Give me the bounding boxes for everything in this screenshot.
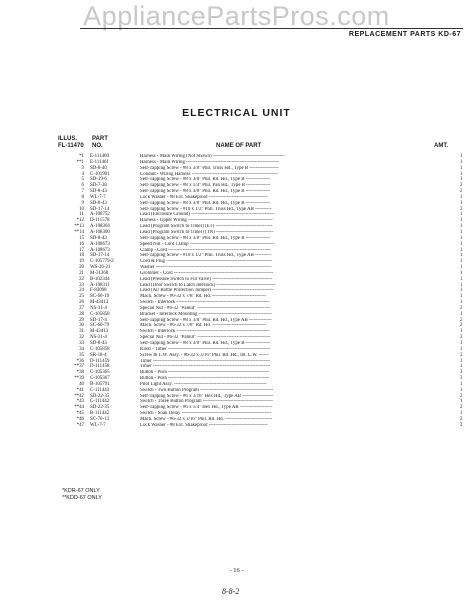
illus-cell: 29 (79, 317, 84, 323)
illus-cell: *41 (76, 387, 84, 393)
part-number-cell: SD-8-43 (90, 189, 107, 195)
illus-cell: 31 (79, 329, 84, 335)
illus-cell: 23 (79, 282, 84, 288)
quantity-cell: 1 (460, 218, 463, 224)
quantity-cell: 1 (460, 200, 463, 206)
part-number-cell: SC-60-19 (90, 294, 110, 300)
section-title: ELECTRICAL UNIT (182, 107, 291, 119)
part-name-cell: Switch - Three Button Program ------------------------------------------- (140, 399, 273, 405)
part-name-cell: Switch - Soak Delay ------------------------------------------------------- (140, 411, 272, 417)
part-name-cell: Self-Tapping Screw - #8 x 3/8" Phil. Rd. Hd., Type AB -------------- (140, 317, 272, 323)
part-name-cell: Self-Tapping Screw - #8 x 3/8" Phil. Rd. Hd., Type B --------------- (140, 235, 271, 241)
illus-cell: 33 (79, 341, 84, 346)
quantity-cell: 1 (460, 212, 463, 218)
part-name-cell: Self-Tapping Screw - #8 x 3/8" Phil. Rd. Hd., Type B --------------- (140, 200, 271, 206)
illus-cell: **13 (74, 224, 84, 230)
quantity-cell: 1 (460, 300, 463, 306)
quantity-cell: 2 (460, 305, 463, 311)
quantity-cell: 1 (460, 171, 463, 177)
quantity-cell: 1 (460, 329, 463, 335)
page-header: REPLACEMENT PARTS KD-67 (348, 31, 461, 38)
quantity-cell: 2 (460, 206, 463, 212)
part-number-cell: SD-19-6 (90, 177, 107, 183)
illus-cell: 9 (81, 200, 84, 206)
part-number-cell: F-83098 (90, 288, 107, 294)
quantity-cell: 1 (460, 224, 463, 230)
quantity-cell: 1 (460, 265, 463, 271)
part-number-cell: NS-31-4 (90, 305, 107, 311)
illus-cell: 30 (79, 323, 84, 329)
column-header-no: NO. (92, 143, 103, 149)
illus-cell: 32 (79, 335, 84, 341)
table-row (58, 423, 464, 429)
quantity-cell: 2 (460, 393, 463, 399)
part-name-cell: Harness - Main Wiring (Not Shown) -------------------------------------------- (140, 154, 285, 159)
illus-cell: 28 (79, 311, 84, 317)
illus-cell: 35 (79, 352, 84, 358)
quantity-cell: 3 (460, 376, 463, 382)
quantity-cell: 1 (460, 235, 463, 241)
quantity-cell: 1 (460, 154, 463, 159)
illus-cell: *45 (76, 411, 84, 417)
illus-cell: 24 (79, 288, 84, 294)
illus-cell: *12 (76, 218, 84, 224)
part-name-cell: Cord & Plug ----------------------------------------------------------------- (140, 259, 273, 265)
illus-cell: 21 (79, 270, 84, 276)
quantity-cell: 1 (460, 229, 463, 235)
quantity-cell: 1 (460, 159, 463, 165)
illus-cell: **14 (74, 229, 84, 235)
quantity-cell: 2 (460, 189, 463, 195)
part-number-cell: SD-8-43 (90, 235, 107, 241)
page-number: - 16 - (229, 567, 244, 574)
part-name-cell: Self-Tapping Screw - #6 x 3/16" Hex Hd., Type AB ------------------- (140, 393, 274, 399)
quantity-cell: 1 (460, 341, 463, 346)
part-number-cell: SD-22-35 (90, 393, 110, 399)
part-name-cell: Lead (Program Switch to Timer) (TN) ----------------------------------- (140, 229, 274, 235)
part-number-cell: C-105365 (90, 370, 110, 376)
quantity-cell: 1 (460, 387, 463, 393)
part-number-cell: SD-17-14 (90, 253, 110, 259)
part-number-cell: C-111442 (90, 399, 110, 405)
quantity-cell: 1 (460, 311, 463, 317)
part-number-cell: A-108752 (90, 212, 110, 218)
part-name-cell: Mach. Screw - #6-32 x 7/8" Rd. Hd. --------------------------------- (140, 294, 266, 300)
part-number-cell: SD-22-35 (90, 405, 110, 411)
part-name-cell: Screw & L.W. Assy. - #6-32 x 3/16" Phil. Rd. Hd., Int. L.W. ------ (140, 352, 269, 358)
quantity-cell: 1 (460, 270, 463, 276)
illus-cell: 25 (79, 294, 84, 300)
part-number-cell: B-105791 (90, 381, 110, 387)
part-number-cell: A-108304 (90, 224, 110, 230)
quantity-cell: 1 (460, 241, 463, 247)
part-number-cell: A-108300 (90, 229, 110, 235)
quantity-cell: 1 (460, 282, 463, 288)
illus-cell: *46 (76, 416, 84, 422)
part-number-cell: M-43413 (90, 300, 109, 306)
part-number-cell: SD-8-43 (90, 200, 107, 206)
quantity-cell: 2 (460, 323, 463, 329)
illus-cell: 11 (79, 212, 84, 218)
footnote-kdd: **KDD-67 ONLY (62, 495, 102, 501)
quantity-cell: 1 (460, 294, 463, 300)
part-name-cell: Self-Tapping Screw - #8 x 3/8" Phil. Rd. Hd., Type B --------------- (140, 177, 271, 183)
quantity-cell: 1 (460, 177, 463, 183)
quantity-cell: 1 (460, 253, 463, 259)
part-number-cell: A-108311 (90, 282, 110, 288)
illus-cell: **37 (74, 364, 84, 370)
column-header-illus: ILLUS. (58, 136, 77, 142)
part-number-cell: B-102344 (90, 276, 110, 282)
illus-cell: *47 (76, 422, 84, 428)
part-name-cell: Mach. Screw - #6-32 x 7/8" Rd. Hd. --------------------------------- (140, 323, 266, 329)
part-name-cell: Timer ------------------------------------------------------------------------ (140, 358, 271, 364)
part-number-cell: M-31368 (90, 270, 109, 276)
part-name-cell: Lock Washer - #8 Ext. Shakeproof ------------------------------------ (140, 422, 268, 428)
part-name-cell: Timer ------------------------------------------------------------------------ (140, 364, 271, 370)
illus-cell: **42 (74, 393, 84, 399)
quantity-cell: 2 (460, 317, 463, 323)
part-name-cell: Self-Tapping Screw - #10 x 1/2" Phil. Truss Hd., Type AB ---------- (140, 253, 272, 259)
part-number-cell: SD-17-4 (90, 317, 107, 323)
part-name-cell: Washer ----------------------------------------------------------------------- (140, 265, 272, 271)
part-name-cell: Self-Tapping Screw - #8 x 1/4" Phil. Pan Hd., Type B --------------- (140, 183, 271, 189)
quantity-cell: 2 (460, 422, 463, 428)
part-name-cell: Harness - Upper Wiring ---------------------------------------------------- (140, 218, 273, 224)
part-name-cell: Clamp - Cord --------------------------------------------------------------- (140, 247, 271, 253)
part-number-cell: D-111578 (90, 218, 110, 224)
part-name-cell: Self-Tapping Screw - #8 x 3/8" Phil. Rd. Hd., Type B --------------- (140, 341, 271, 346)
part-number-cell: D-111459 (90, 358, 110, 364)
quantity-cell: 2 (460, 335, 463, 341)
part-number-cell: C-105858 (90, 346, 110, 352)
part-number-cell: SR-18-4 (90, 352, 107, 358)
quantity-cell: 1 (460, 288, 463, 294)
illus-cell: **39 (74, 376, 84, 382)
illus-cell: 6 (81, 183, 84, 189)
illus-cell: *43 (76, 399, 84, 405)
part-number-cell: SD-7-38 (90, 183, 107, 189)
part-name-cell: Mach. Screw - #6-32 x 3/16" Phil. Rd. Hd. ----------------------------- (140, 416, 273, 422)
illus-cell: 5 (81, 177, 84, 183)
part-number-cell: SC-76-13 (90, 416, 110, 422)
illus-cell: 27 (79, 305, 84, 311)
quantity-cell: 1 (460, 364, 463, 370)
part-number-cell: C-105858 (90, 311, 110, 317)
part-number-cell: C-101991 (90, 171, 110, 177)
part-number-cell: C-105779-2 (90, 259, 114, 265)
part-name-cell: Harness - Main Wiring --------------------------------------------------------- (140, 159, 279, 165)
quantity-cell: 2 (460, 352, 463, 358)
part-name-cell: Self-Tapping Screw - #6 x 1/4" Hex Hd., Type AB -------------------- (140, 405, 273, 411)
illus-cell: 4 (81, 171, 84, 177)
quantity-cell: 3 (460, 370, 463, 376)
parts-table (58, 154, 464, 429)
part-number-cell: C-111443 (90, 387, 110, 393)
illus-cell: 7 (81, 189, 84, 195)
part-name-cell: Grommet - Cord ------------------------------------------------------------- (140, 270, 274, 276)
part-name-cell: Button - Push -------------------------------------------------------------- (140, 370, 270, 376)
part-name-cell: Knob - Timer --------------------------------------------------------------- (140, 346, 271, 352)
part-name-cell: Lead (Pressure Switch to Fill Valve) ------------------------------------- (140, 276, 273, 282)
illus-cell: 17 (79, 247, 84, 253)
part-name-cell: Lead (Door Switch to Latch Interlock) ------------------------------------ (140, 282, 276, 288)
part-number-cell: WL-7-7 (90, 422, 106, 428)
part-number-cell: SD-17-14 (90, 206, 110, 212)
part-name-cell: Bracket - Interlock Mounting --------------------------------------------- (140, 311, 272, 317)
part-name-cell: Special Nut - #6-32 "Palnut" --------------------------------------------- (140, 335, 271, 341)
illus-cell: 26 (79, 300, 84, 306)
part-number-cell: A-108673 (90, 247, 110, 253)
part-number-cell: C-105367 (90, 376, 110, 382)
footnotes (62, 488, 102, 502)
illus-cell: **1 (76, 159, 84, 165)
quantity-cell: 1 (460, 247, 463, 253)
part-name-cell: Switch - Interlock --------------------------------------------------------- (140, 300, 270, 306)
part-name-cell: Lock Washer - #8 Ext. Shakeproof ------------------------------------ (140, 194, 268, 200)
quantity-cell: 1 (460, 399, 463, 405)
illus-cell: 40 (79, 381, 84, 387)
illus-cell: 8 (81, 194, 84, 200)
part-number-cell: A-108673 (90, 241, 110, 247)
part-name-cell: Switch - Two Button Program --------------------------------------------- (140, 387, 274, 393)
illus-cell: 34 (79, 346, 84, 352)
quantity-cell: 2 (460, 416, 463, 422)
quantity-cell: 1 (460, 358, 463, 364)
column-header-qty: AMT. (434, 143, 448, 149)
part-name-cell: Conduit - Wiring Harness ----------------------------------------------------- (140, 171, 278, 177)
part-name-cell: Special Nut - #6-32 "Palnut" --------------------------------------------- (140, 305, 271, 311)
illus-cell: 20 (79, 265, 84, 271)
quantity-cell: 1 (460, 346, 463, 352)
illus-cell: *1 (79, 154, 84, 159)
part-name-cell: Lead (Air Bottle Protection Jumper) -------------------------------------- (140, 288, 275, 294)
part-number-cell: M-43413 (90, 329, 109, 335)
part-number-cell: E-111461 (90, 159, 109, 165)
illus-cell: 16 (79, 241, 84, 247)
illus-cell: **44 (74, 405, 84, 411)
illus-cell: 15 (79, 235, 84, 241)
column-header-fig: FL-11470 (58, 143, 84, 149)
part-number-cell: E-111460 (90, 154, 109, 159)
part-number-cell: B-111442 (90, 411, 110, 417)
illus-cell: 10 (79, 206, 84, 212)
quantity-cell: 2 (460, 405, 463, 411)
part-name-cell: Button - Push -------------------------------------------------------------- (140, 376, 270, 382)
part-number-cell: WL-7-7 (90, 194, 106, 200)
illus-cell: 22 (79, 276, 84, 282)
part-name-cell: Pilot Light Assy. --------------------------------------------------------- (140, 381, 267, 387)
illus-cell: 3 (81, 165, 84, 171)
quantity-cell: 1 (460, 276, 463, 282)
part-number-cell: SC-60-79 (90, 323, 110, 329)
part-name-cell: Self-Tapping Screw - #10 x 1/2" Phil. Truss Hd., Type AB ---------- (140, 206, 272, 212)
part-number-cell: SD-8-43 (90, 341, 107, 346)
illus-cell: 18 (79, 253, 84, 259)
part-name-cell: Self-Tapping Screw - #8 x 3/8" Phil. Truss Hd., Type B ------------------ (140, 165, 279, 171)
illus-cell: *38 (76, 370, 84, 376)
part-name-cell: Lead (Program Switch to Timer) (ET) ----------------------------------- (140, 224, 273, 230)
quantity-cell: 2 (460, 183, 463, 189)
part-name-cell: Speed Nut - Cord Clamp ---------------------------------------------------- (140, 241, 275, 247)
quantity-cell: 1 (460, 194, 463, 200)
part-number-cell: D-111458 (90, 364, 110, 370)
footnote-kdr: *KDR-67 ONLY (62, 488, 100, 494)
part-name-cell: Switch - Interlock --------------------------------------------------------- (140, 329, 270, 335)
column-header-name: NAME OF PART (216, 143, 262, 149)
part-number-cell: NS-31-4 (90, 335, 107, 341)
quantity-cell: 1 (460, 259, 463, 265)
quantity-cell: 1 (460, 381, 463, 387)
illus-cell: *36 (76, 358, 84, 364)
header-rule (80, 28, 463, 29)
part-number-cell: WS-26-21 (90, 265, 111, 271)
illus-cell: 19 (79, 259, 84, 265)
part-name-cell: Lead (Enclosure Ground) --------------------------------------------------- (140, 212, 275, 218)
quantity-cell: 1 (460, 165, 463, 171)
part-number-cell: SD-8-40 (90, 165, 107, 171)
part-name-cell: Self-Tapping Screw - #8 x 3/8" Phil. Rd. Hd., Type B --------------- (140, 189, 271, 195)
quantity-cell: 1 (460, 411, 463, 417)
handwritten-stamp: 8-8-2 (222, 587, 240, 596)
column-header-part: PART (92, 136, 108, 142)
watermark-text: AppliancePartsPros.com (83, 1, 390, 31)
